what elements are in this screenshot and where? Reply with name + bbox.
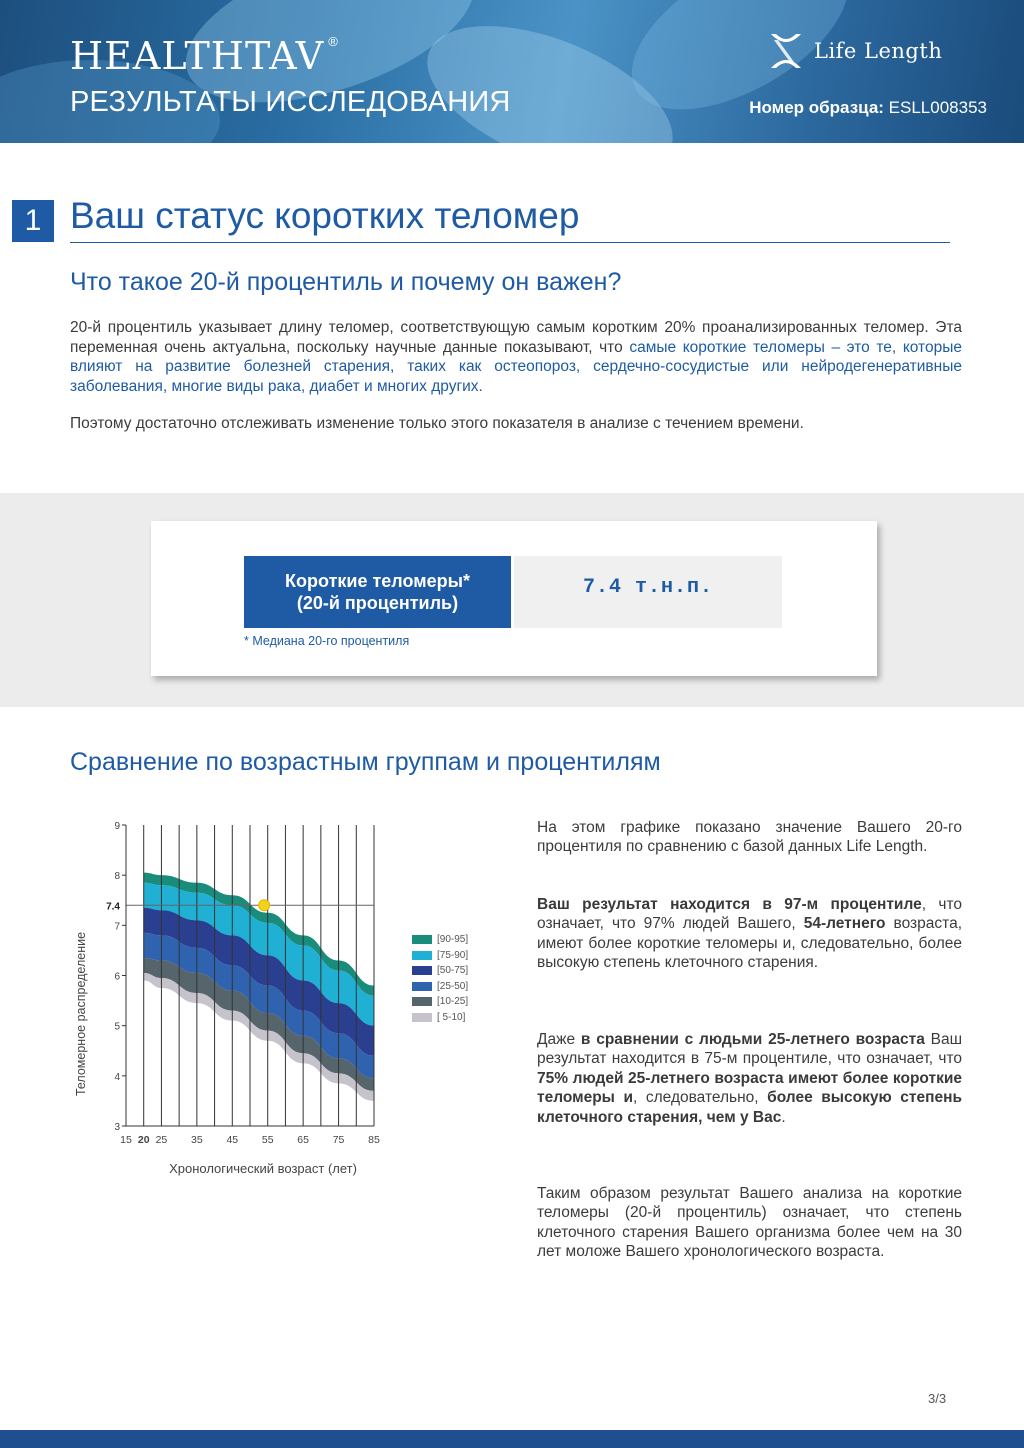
partner-logo [768,32,942,70]
section-number: 1 [12,200,54,242]
age25-text-2: Ваш результат находится в 75-м процентиле, что означает, что [537,1031,963,1068]
page-number: 3/3 [928,1391,947,1406]
comparison-title: Сравнение по возрастным группам и процентилям [70,748,661,776]
age25-comparison-paragraph [537,1030,962,1127]
monitoring-paragraph: Поэтому достаточно отслеживать изменение только этого показателя в анализе с течением времени. [70,415,804,432]
legend-swatch [412,966,432,975]
x-tick-label: 55 [261,1134,274,1146]
x-tick-label: 75 [332,1134,345,1146]
legend-label: [10-25] [437,996,469,1007]
partner-name: Life Length [814,39,943,63]
legend-label: [50-75] [437,965,469,976]
life-length-icon [768,32,804,70]
x-tick-label: 45 [226,1134,239,1146]
sample-label: Номер образца: [749,98,884,117]
age25-bold-2: 75% людей 25-летнего возраста имеют более короткие теломеры и [537,1069,962,1107]
result-label-line1: Короткие теломеры* [285,571,470,591]
result-percentile-paragraph [537,895,962,973]
section-title: Ваш статус коротких теломер [70,192,950,243]
y-tick-label: 7 [114,921,120,933]
brand-logo [70,34,339,78]
percentile-text: , что означает, что 97% людей Вашего, [537,896,962,933]
y-highlight-label: 7.4 [106,901,120,913]
legend-label: [25-50] [437,980,469,992]
y-tick-label: 8 [114,871,120,883]
y-axis-label: Теломерное распределение [74,931,88,1097]
legend-swatch [412,1013,432,1022]
legend-swatch [412,951,432,960]
percentile-chart [70,812,470,1182]
result-label-line2: (20-й процентиль) [296,593,459,613]
x-tick-label: 25 [155,1134,168,1146]
section-subtitle: Что такое 20-й процентиль и почему он важен? [70,268,622,296]
y-tick-label: 3 [114,1122,120,1133]
percentile-statement: Ваш результат находится в 97-м процентиле [537,896,922,913]
report-header [0,0,1024,143]
age25-bold-1: в сравнении с людьми 25-летнего возраста [580,1031,925,1048]
y-tick-label: 9 [114,821,120,832]
comparison-intro: На этом графике показано значение Вашего 20-го процентиля по сравнению с базой данных Life Length. [537,819,962,856]
brand-name: HEALTHTAV [70,34,325,78]
x-tick-label: 15 [120,1134,132,1146]
report-title: РЕЗУЛЬТАТЫ ИССЛЕДОВАНИЯ [70,86,511,118]
legend-swatch [412,982,432,991]
result-footnote: * Медиана 20-го процентиля [244,634,410,648]
result-label [244,556,511,628]
intro-text: 20-й процентиль указывает длину теломер, соответствующую самым коротким 20% проанализированных теломер. Эта переменная очень актуальна, поскольку научные данные показывают, что [70,319,962,356]
intro-highlight: самые короткие теломеры – это те, которые влияют на развитие болезней старения, таких как остеопороз, сердечно-сосудистые или нейродегенеративные заболевания, многие виды рака, диабет и многих других. [70,338,962,395]
legend-label: [75-90] [437,949,469,961]
legend-label: [90-95] [437,934,469,945]
age25-bold-3: более высокую степень клеточного старения, чем у Вас [537,1089,962,1126]
x-axis-label: Хронологический возраст (лет) [169,1161,357,1176]
sample-id: ESLL008353 [888,98,987,117]
x-tick-label: 35 [191,1134,203,1146]
x-tick-label: 20 [137,1134,150,1146]
age25-text-3: , следовательно, [633,1089,768,1107]
percentile-chart-svg [70,812,470,1182]
legend-swatch [412,997,432,1006]
percentile-conclusion: возраста, имеют более короткие теломеры и, следовательно, более высокую степень клеточного старения. [537,915,962,972]
y-tick-label: 4 [114,1071,120,1083]
x-tick-label: 85 [368,1134,380,1146]
legend-label: [ 5-10] [437,1011,466,1023]
age25-text-4: . [781,1108,786,1126]
age25-text-1: Даже [537,1031,581,1048]
registered-mark: ® [328,34,339,49]
result-marker [259,900,270,911]
sample-number [749,98,987,118]
x-tick-label: 65 [297,1134,309,1146]
footer-bar [0,1430,1024,1448]
y-tick-label: 6 [114,971,120,983]
result-value: 7.4 т.н.п. [514,556,782,628]
age-statement: 54-летнего [803,915,886,933]
legend-swatch [412,935,432,944]
y-tick-label: 5 [114,1021,120,1033]
conclusion-paragraph: Таким образом результат Вашего анализа на короткие теломеры (20-й процентиль) означает, что степень клеточного старения Вашего организма более чем на 30 лет моложе Вашего хронологического возраста. [537,1185,962,1261]
intro-paragraph [70,318,962,396]
